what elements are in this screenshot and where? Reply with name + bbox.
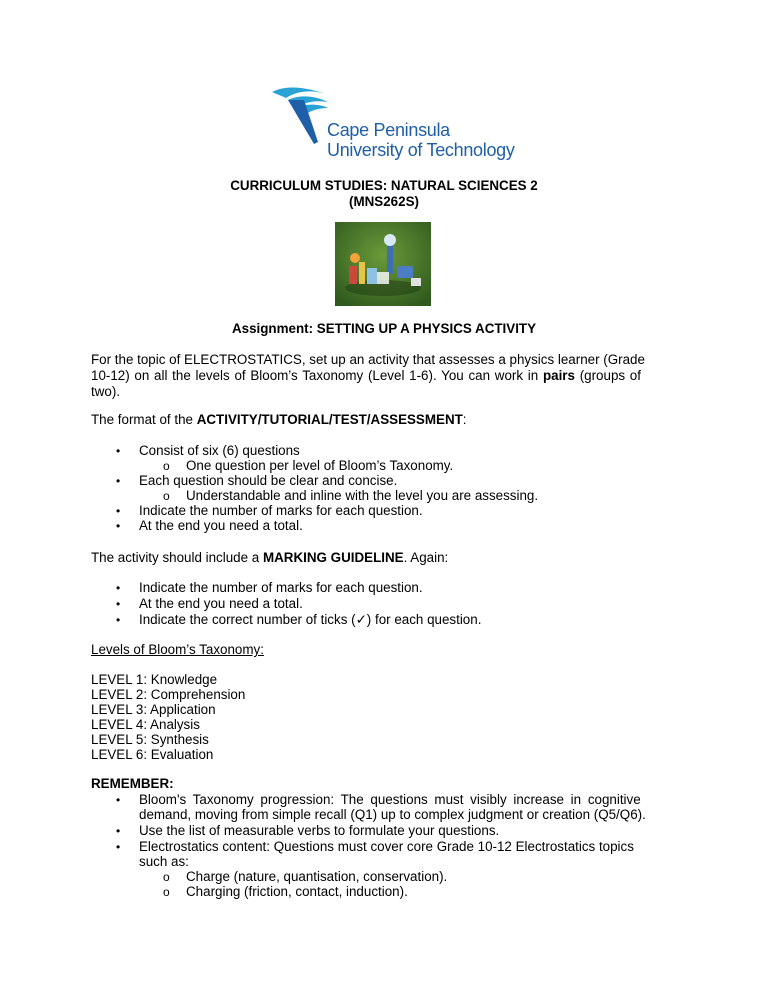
logo-line-1: Cape Peninsula (327, 120, 450, 140)
format-heading (91, 412, 467, 428)
remember-heading: REMEMBER: (91, 776, 174, 791)
logo-wave-top (272, 88, 326, 98)
format-item-6: At the end you need a total. (139, 518, 303, 533)
sub-bullet-icon: o (163, 459, 170, 473)
marking-item-3: Indicate the correct number of ticks (✓) for each question. (139, 612, 482, 627)
level-4: LEVEL 4: Analysis (91, 717, 200, 732)
format-item-5: Indicate the number of marks for each question. (139, 503, 423, 518)
bullet-icon: • (116, 597, 121, 611)
format-item-4: Understandable and inline with the level you are assessing. (186, 488, 539, 503)
bullet-icon: • (116, 504, 121, 518)
science-lab-illustration (335, 222, 431, 306)
intro-line-1: For the topic of ELECTROSTATICS, set up an activity that assesses a physics learner (Grade (91, 352, 645, 367)
bullet-icon: • (116, 613, 121, 627)
remember-sub-1: Charge (nature, quantisation, conservation). (186, 869, 448, 884)
remember-item-2: Use the list of measurable verbs to formulate your questions. (139, 823, 500, 838)
levels-heading (91, 642, 264, 658)
course-title: CURRICULUM STUDIES: NATURAL SCIENCES 2 (230, 178, 538, 193)
bullet-icon: • (116, 840, 121, 854)
level-2: LEVEL 2: Comprehension (91, 687, 246, 702)
marking-item-2: At the end you need a total. (139, 596, 303, 611)
sub-bullet-icon: o (163, 885, 170, 899)
bullet-icon: • (116, 824, 121, 838)
logo-wordmark (327, 120, 515, 160)
level-6: LEVEL 6: Evaluation (91, 747, 214, 762)
intro-bold: pairs (542, 368, 575, 383)
intro-line-3: two). (91, 384, 121, 399)
levels-heading-text: Levels of Bloom’s Taxonomy: (91, 642, 264, 657)
remember-item-3-line-1: Electrostatics content: Questions must cover core Grade 10-12 Electrostatics topics (139, 839, 634, 854)
format-item-3: Each question should be clear and concise. (139, 473, 398, 488)
assignment-title: Assignment: SETTING UP A PHYSICS ACTIVITY (231, 321, 537, 336)
level-3: LEVEL 3: Application (91, 702, 216, 717)
remember-item-1-line-1: Bloom's Taxonomy progression: The questions must visibly increase in cognitive (139, 792, 641, 807)
bullet-icon: • (116, 581, 121, 595)
remember-item-1-line-2: demand, moving from simple recall (Q1) up to complex judgment or creation (Q5/Q6). (139, 807, 646, 822)
marking-heading (91, 550, 448, 566)
bullet-icon: • (116, 474, 121, 488)
remember-sub-2: Charging (friction, contact, induction). (186, 884, 408, 899)
intro-line-2 (91, 368, 641, 384)
format-item-2: One question per level of Bloom’s Taxonomy. (186, 458, 454, 473)
sub-bullet-icon: o (163, 489, 170, 503)
format-item-1: Consist of six (6) questions (139, 443, 300, 458)
marking-item-1: Indicate the number of marks for each question. (139, 580, 423, 595)
course-code: (MNS262S) (349, 194, 419, 209)
bullet-icon: • (116, 793, 121, 807)
marking-tail: . Again: (403, 550, 449, 565)
format-colon: : (462, 412, 467, 427)
sub-bullet-icon: o (163, 870, 170, 884)
format-lead: The format of the (91, 412, 193, 427)
marking-bold: MARKING GUIDELINE (262, 550, 404, 565)
level-1: LEVEL 1: Knowledge (91, 672, 218, 687)
intro-text-end: (groups of (579, 368, 641, 383)
level-5: LEVEL 5: Synthesis (91, 732, 209, 747)
remember-item-3-line-2: such as: (139, 854, 189, 869)
bullet-icon: • (116, 519, 121, 533)
logo-line-2: University of Technology (327, 140, 515, 160)
format-bold: ACTIVITY/TUTORIAL/TEST/ASSESSMENT (196, 412, 463, 427)
intro-text: 10-12) on all the levels of Bloom’s Taxonomy (Level 1-6). You can work in (91, 368, 539, 383)
marking-lead: The activity should include a (91, 550, 260, 565)
bullet-icon: • (116, 444, 121, 458)
